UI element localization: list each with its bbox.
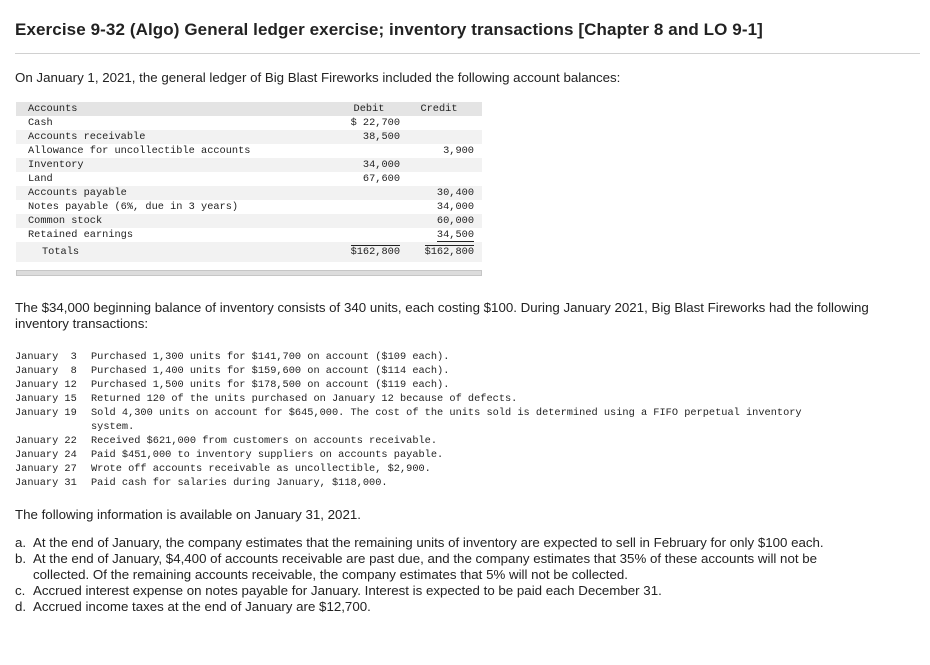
ledger-row [16,186,482,200]
transaction-date: January 27 [15,463,77,475]
beginning-balance-text: The $34,000 beginning balance of inventory consists of 340 units, each costing $100. During January 2021, Big Blast Fireworks had the following inventory transactions: [15,300,869,331]
item-text: At the end of January, $4,400 of accounts receivable are past due, and the company estimates that 35% of these accounts will not be collected. Of the remaining accounts receivable, the company estimates that 5% will not be collected. [33,551,818,582]
item-text: At the end of January, the company estimates that the remaining units of inventory are expected to sell in February for only $100 each. [33,535,824,550]
transaction-text: Purchased 1,500 units for $178,500 on account ($119 each). [91,379,450,391]
transaction-text: Paid cash for salaries during January, $118,000. [91,477,388,489]
credit-value [404,158,482,172]
transaction-row [15,448,851,462]
debit-value [338,214,404,228]
totals-label: Totals [16,242,338,262]
credit-value: 3,900 [443,145,474,157]
transaction-text: Paid $451,000 to inventory suppliers on accounts payable. [91,449,444,461]
debit-value [338,200,404,214]
transaction-row [15,392,851,406]
transaction-text: Sold 4,300 units on account for $645,000. The cost of the units sold is determined using a FIFO perpetual inventory system. [91,407,802,433]
ledger-row [16,172,482,186]
list-item [15,599,863,615]
account-name: Accounts receivable [16,130,338,144]
credit-value: 34,500 [436,229,474,241]
debit-value [338,228,404,242]
transaction-row [15,378,851,392]
intro-text: On January 1, 2021, the general ledger of Big Blast Fireworks included the following account balances: [15,70,621,85]
account-name: Allowance for uncollectible accounts [28,145,251,157]
ledger-row [16,214,482,228]
header-accounts: Accounts [16,102,338,116]
total-debit: $162,800 [338,242,404,262]
transaction-row [15,364,851,378]
transaction-row [15,434,851,448]
ledger-row [16,158,482,172]
transaction-row [15,476,851,490]
transaction-date: January 8 [15,365,77,377]
item-text: Accrued income taxes at the end of January are $12,700. [33,599,371,614]
transaction-row [15,350,851,364]
debit-value: 67,600 [362,173,400,185]
account-name: Retained earnings [28,229,134,241]
ledger-row [16,228,482,242]
debit-value: 38,500 [338,130,404,144]
total-credit: $162,800 [404,242,482,262]
transaction-row [15,406,851,434]
transaction-text: Returned 120 of the units purchased on January 12 because of defects. [91,393,518,405]
header-credit: Credit [404,102,482,116]
header-debit: Debit [338,102,404,116]
table-scrollbar[interactable] [16,270,482,276]
transaction-text: Wrote off accounts receivable as uncollectible, $2,900. [91,463,431,475]
transaction-text: Received $621,000 from customers on accounts receivable. [91,435,438,447]
list-item [15,535,863,551]
transactions-list [15,350,851,490]
list-item [15,583,863,599]
credit-value: 30,400 [404,186,482,200]
debit-value [338,144,404,158]
credit-value: 60,000 [404,214,482,228]
account-name: Accounts payable [16,186,338,200]
ledger-row [16,200,482,214]
account-name: Cash [28,117,53,129]
credit-value: 34,000 [436,201,474,213]
transaction-text: Purchased 1,400 units for $159,600 on account ($114 each). [91,365,450,377]
info-text: The following information is available on January 31, 2021. [15,507,361,522]
account-name: Land [28,173,53,185]
credit-value [404,172,482,186]
item-text: Accrued interest expense on notes payable for January. Interest is expected to be paid each December 31. [33,583,662,598]
transaction-date: January 3 [15,351,77,363]
account-name: Inventory [16,158,338,172]
ledger-row [16,130,482,144]
transaction-text: Purchased 1,300 units for $141,700 on account ($109 each). [91,351,450,363]
item-label: a. [15,535,27,550]
transaction-date: January 19 [15,407,77,419]
title-divider [15,53,920,54]
credit-value [404,130,482,144]
debit-value: 34,000 [338,158,404,172]
ledger-totals-row [16,242,482,262]
ledger-table [16,102,482,262]
item-label: c. [15,583,26,598]
transaction-date: January 31 [15,477,77,489]
ledger-row [16,144,482,158]
ledger-row [16,116,482,130]
credit-value [404,116,482,130]
transaction-date: January 12 [15,379,77,391]
debit-value [338,186,404,200]
transaction-date: January 24 [15,449,77,461]
ledger-header-row [16,102,482,116]
debit-value: $ 22,700 [350,117,400,129]
account-name: Notes payable (6%, due in 3 years) [28,201,239,213]
item-label: b. [15,551,27,566]
transaction-row [15,462,851,476]
adjustment-items [15,535,863,615]
list-item [15,551,863,583]
transaction-date: January 22 [15,435,77,447]
account-name: Common stock [16,214,338,228]
transaction-date: January 15 [15,393,77,405]
item-label: d. [15,599,27,614]
exercise-title: Exercise 9-32 (Algo) General ledger exercise; inventory transactions [Chapter 8 and LO 9-1] [15,20,763,39]
